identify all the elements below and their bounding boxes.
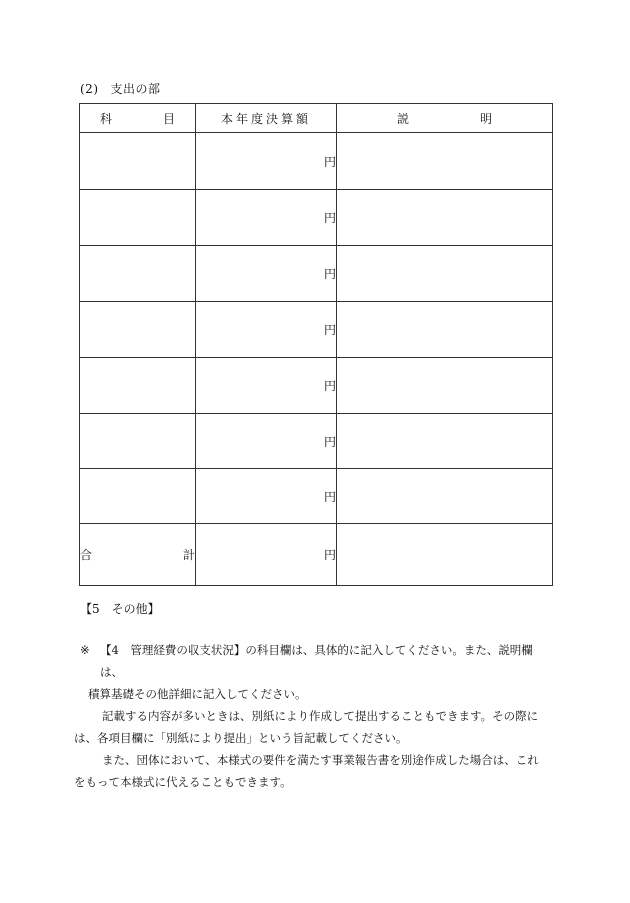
yen-unit: 円 [323,434,336,449]
subject-cell[interactable] [80,302,196,358]
section-number: (2) [80,82,99,96]
amount-cell[interactable] [196,190,337,246]
header-subject: 科 目 [80,104,196,133]
total-label: 合 計 [80,524,196,586]
table-row [80,190,553,246]
description-cell[interactable] [337,414,553,469]
section-heading: 支出の部 [110,82,161,96]
yen-unit: 円 [323,323,336,337]
amount-cell[interactable] [196,358,337,414]
subject-cell[interactable] [80,414,196,469]
description-cell[interactable] [337,133,553,190]
amount-cell[interactable] [196,133,337,190]
note-mark: ※ [80,643,90,657]
total-amount-cell[interactable] [196,524,337,586]
amount-cell[interactable] [196,302,337,358]
header-amount: 本年度決算額 [196,104,337,133]
description-cell[interactable] [337,246,553,302]
notes [74,639,555,793]
subject-cell[interactable] [80,133,196,190]
yen-unit: 円 [323,154,336,169]
subject-cell[interactable] [80,246,196,302]
yen-unit: 円 [323,211,336,225]
yen-unit: 円 [323,379,336,393]
table-row [80,358,553,414]
table-header-row [80,104,553,133]
subject-cell[interactable] [80,190,196,246]
table-row [80,302,553,358]
amount-cell[interactable] [196,414,337,469]
note-paragraph-1: 【4 管理経費の収支状況】の科目欄は、具体的に記入してください。また、説明欄は、 積算基礎その他詳細に記入してください。 [88,643,533,701]
expense-table [79,103,553,586]
table-row [80,246,553,302]
yen-unit: 円 [323,548,336,562]
table-row [80,469,553,524]
table-row [80,414,553,469]
description-cell[interactable] [337,190,553,246]
amount-cell[interactable] [196,246,337,302]
amount-cell[interactable] [196,469,337,524]
section-title [80,80,161,97]
description-cell[interactable] [337,358,553,414]
total-description-cell[interactable] [337,524,553,586]
subject-cell[interactable] [80,469,196,524]
note-paragraph-3: また、団体において、本様式の要件を満たす事業報告書を別途作成した場合は、これ をもって本様式に代えることもできます。 [74,753,539,789]
yen-unit: 円 [323,489,336,504]
header-description: 説 明 [337,104,553,133]
note-paragraph-2: 記載する内容が多いときは、別紙により作成して提出することもできます。その際に は、各項目欄に「別紙により提出」という旨記載してください。 [74,709,539,745]
table-row [80,133,553,190]
description-cell[interactable] [337,469,553,524]
total-row [80,524,553,586]
description-cell[interactable] [337,302,553,358]
other-section-title: 【5 その他】 [80,602,160,616]
yen-unit: 円 [323,267,336,281]
subject-cell[interactable] [80,358,196,414]
